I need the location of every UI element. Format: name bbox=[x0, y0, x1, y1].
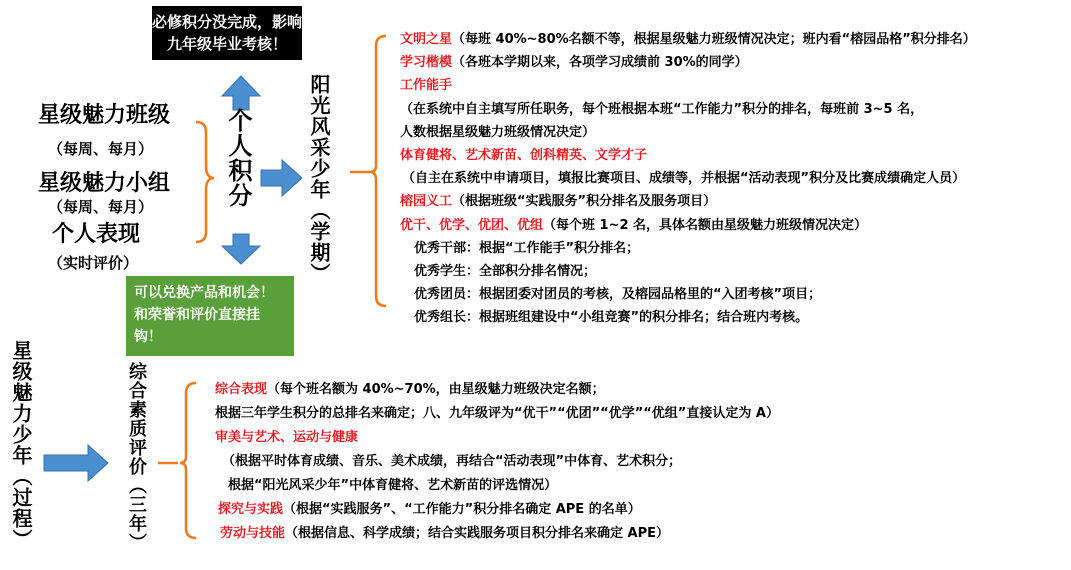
list-item bbox=[414, 306, 808, 325]
list-item bbox=[220, 522, 669, 541]
list-item bbox=[414, 283, 821, 302]
bottom-right-bracket bbox=[158, 383, 196, 538]
item-text: （每班 40%~80%名额不等，根据星级魅力班级情况决定；班内看“榕园品格”积分排名） bbox=[452, 32, 976, 47]
star-youth-process-label: 星级魅力少年（过程） bbox=[9, 340, 33, 550]
required-points-note-text: 必修积分没完成，影响九年级毕业考核！ bbox=[152, 13, 303, 53]
down-arrow bbox=[222, 234, 260, 264]
left-bracket bbox=[196, 122, 214, 242]
item-title: 体育健将、艺术新苗、创科精英、文学才子 bbox=[400, 148, 648, 163]
item-title: 探究与实践 bbox=[218, 502, 284, 517]
star-class-label: 星级魅力班级 bbox=[38, 103, 171, 128]
comprehensive-quality-label: 综合素质评价（三年） bbox=[126, 362, 147, 552]
list-item bbox=[222, 450, 681, 469]
list-item bbox=[215, 378, 605, 397]
list-item bbox=[400, 74, 452, 93]
star-group-label: 星级魅力小组 bbox=[38, 171, 171, 196]
item-text: （每个班 1~2 名，具体名额由星级魅力班级情况决定） bbox=[543, 217, 868, 233]
item-text: （在系统中自主填写所任职务，每个班根据本班“工作能力”积分的排名，每班前 3~5 名， bbox=[400, 101, 924, 117]
item-title: 优干、优学、优团、优组 bbox=[400, 217, 544, 233]
list-item bbox=[215, 402, 779, 421]
redeem-note bbox=[126, 276, 294, 356]
list-item bbox=[400, 144, 647, 163]
personal-points-label: 个人积分 bbox=[224, 108, 252, 208]
item-text: （每个班名额为 40%~70%，由星级魅力班级决定名额； bbox=[267, 382, 605, 397]
item-text: 优秀组长：根据班组建设中“小组竞赛”的积分排名；结合班内考核。 bbox=[414, 310, 809, 326]
item-title: 工作能手 bbox=[400, 78, 453, 94]
list-item bbox=[400, 28, 976, 47]
personal-performance-label: 个人表现 bbox=[52, 222, 141, 247]
up-arrow bbox=[222, 76, 260, 110]
item-title: 审美与艺术、运动与健康 bbox=[215, 430, 359, 445]
item-text: 优秀学生：全部积分排名情况； bbox=[414, 264, 597, 279]
item-text: 根据“阳光风采少年”中体育健将、艺术新苗的评选情况） bbox=[228, 478, 558, 493]
sunshine-youth-label: 阳光风采少年（学期） bbox=[307, 74, 331, 284]
list-item bbox=[400, 214, 867, 233]
item-text: （自主在系统中申请项目，填报比赛项目、成绩等，并根据“活动表现”积分及比赛成绩确定人员） bbox=[402, 171, 966, 187]
right-arrow-bottom bbox=[44, 445, 108, 481]
list-item bbox=[402, 167, 965, 186]
list-item bbox=[400, 190, 716, 209]
right-arrow-top bbox=[261, 160, 302, 196]
item-text: （根据班级“实践服务”积分排名及服务项目） bbox=[452, 194, 717, 210]
item-title: 榕园义工 bbox=[400, 194, 453, 210]
item-text: 根据三年学生积分的总排名来确定；八、九年级评为“优干”“优团”“优学”“优组”直接认定为 A） bbox=[215, 406, 779, 421]
list-item bbox=[228, 474, 557, 493]
item-text: （各班本学期以来，各项学习成绩前 30%的同学） bbox=[452, 55, 748, 71]
star-class-period: （每周、每月） bbox=[48, 140, 154, 158]
item-text: 优秀团员：根据团委对团员的考核，及榕园品格里的“入团考核”项目； bbox=[414, 287, 822, 303]
item-text: （根据信息、科学成绩；结合实践服务项目积分排名来确定 APE） bbox=[285, 526, 670, 541]
item-text: （根据平时体育成绩、音乐、美术成绩，再结合“活动表现”中体育、艺术积分； bbox=[222, 454, 682, 469]
list-item bbox=[414, 260, 596, 279]
item-title: 学习楷模 bbox=[400, 55, 453, 71]
list-item bbox=[400, 98, 923, 117]
list-item bbox=[400, 51, 748, 70]
item-text: 优秀干部：根据“工作能手”积分排名； bbox=[414, 240, 640, 256]
item-title: 综合表现 bbox=[215, 382, 268, 397]
star-group-period: （每周、每月） bbox=[48, 198, 154, 216]
list-item bbox=[215, 426, 358, 445]
item-text: 人数根据星级魅力班级情况决定） bbox=[400, 124, 596, 140]
list-item bbox=[414, 237, 639, 256]
list-item bbox=[400, 121, 595, 140]
top-right-bracket bbox=[350, 36, 386, 306]
item-text: （根据“实践服务”、“工作能力”积分排名确定 APE 的名单） bbox=[283, 502, 641, 517]
personal-performance-period: （实时评价） bbox=[48, 254, 139, 272]
item-title: 劳动与技能 bbox=[220, 526, 286, 541]
item-title: 文明之星 bbox=[400, 32, 453, 47]
required-points-note bbox=[152, 6, 302, 60]
redeem-note-text: 可以兑换产品和机会！和荣誉和评价直接挂钩！ bbox=[134, 285, 274, 345]
list-item bbox=[218, 498, 641, 517]
